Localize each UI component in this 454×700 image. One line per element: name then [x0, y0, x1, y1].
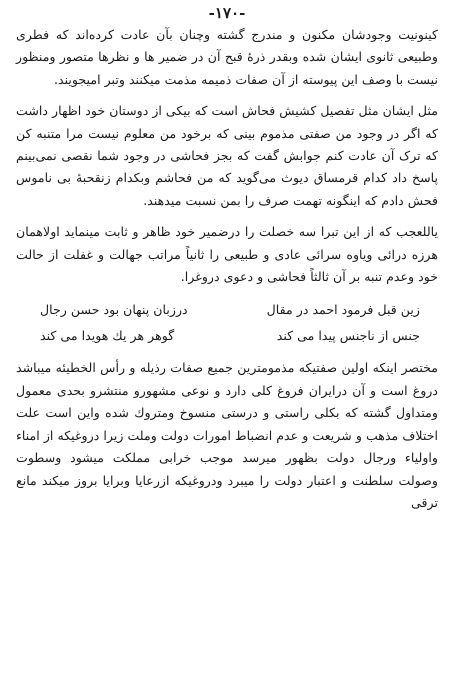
- paragraph: کینونیت وجودشان مکنون و مندرج گشته وچنان بآن عادت کرده‌اند که فطری وطبیعی ثانوی ایشان شده وبقدر ذرهٔ قبح آن در ضمیر ها و نظرها متصور ومنظور نیست با وصف این پیوسته از آن صفات ذمیمه مذمت میکنند وتبر امیجویند.: [16, 27, 438, 87]
- poem-verses: [16, 297, 438, 349]
- page-number: -١٧٠-: [208, 4, 246, 22]
- verse-hemistich-left: گوهر هر یك هویدا می کند: [40, 328, 175, 344]
- paragraph: مختصر اینکه اولین صفتیکه مذمومترین جمیع صفات رذیله و رأس الخطیئه میباشد دروغ است و آن درایران فروغ کلی دارد و نوعی مشهورو منتشرو بحدی معمول ومتداول گشته که بکلی راستی و درستی منسوخ ومتروك شده واین است علت اختلاف مذهب و شریعت و عدم انضباط امورات دولت وملت زیرا دروغیکه از امناء واولیاء ورجال دولت بظهور میرسد موجب خرابی مملکت میشود وسطوت وصولت سلطنت و اعتبار دولت را میبرد ودروغیکه ازرعایا وبرایا بروز میکند مانع ترقی: [16, 360, 438, 510]
- verse-hemistich-right: جنس از ناجنس پیدا می کند: [276, 328, 420, 344]
- paragraph: یاللعجب که از این تبرا سه خصلت را درضمیر خود ظاهر و ثابت مینماید اولاهمان هرزه درائی ویاوه سرائی عادی و طبیعی را ثانیاً مراتب جهالت و غفلت از حالت خود وعدم تنبه بر آن ثالثاً فحاشی و دعوی دروغرا.: [16, 224, 438, 285]
- verse-hemistich-right: زین قبل فرمود احمد در مقال: [266, 302, 420, 318]
- paragraph: مثل ایشان مثل تفصیل کشیش فحاش است که بیکی از دوستان خود اظهار داشت که اگر در وجود من صفتی مذموم بینی که برخود من معلوم نیست مرا متنبه کن که ترک آن عادت کنم جوابش گفت که بجز فحاشی در وجود شما نقصی نمی‌بینم پاسخ داد کدام قرمساق دیوث می‌گوید که من فحاشم وبکدام زنقحبهٔ بی ناموس فحش دادم که اینگونه تهمت صرف را بمن نسبت میدهند.: [16, 103, 438, 208]
- body-text: [16, 24, 438, 523]
- verse-hemistich-left: درزبان پنهان بود حسن رجال: [40, 302, 188, 318]
- verse-line: [16, 323, 438, 349]
- verse-line: [16, 297, 438, 323]
